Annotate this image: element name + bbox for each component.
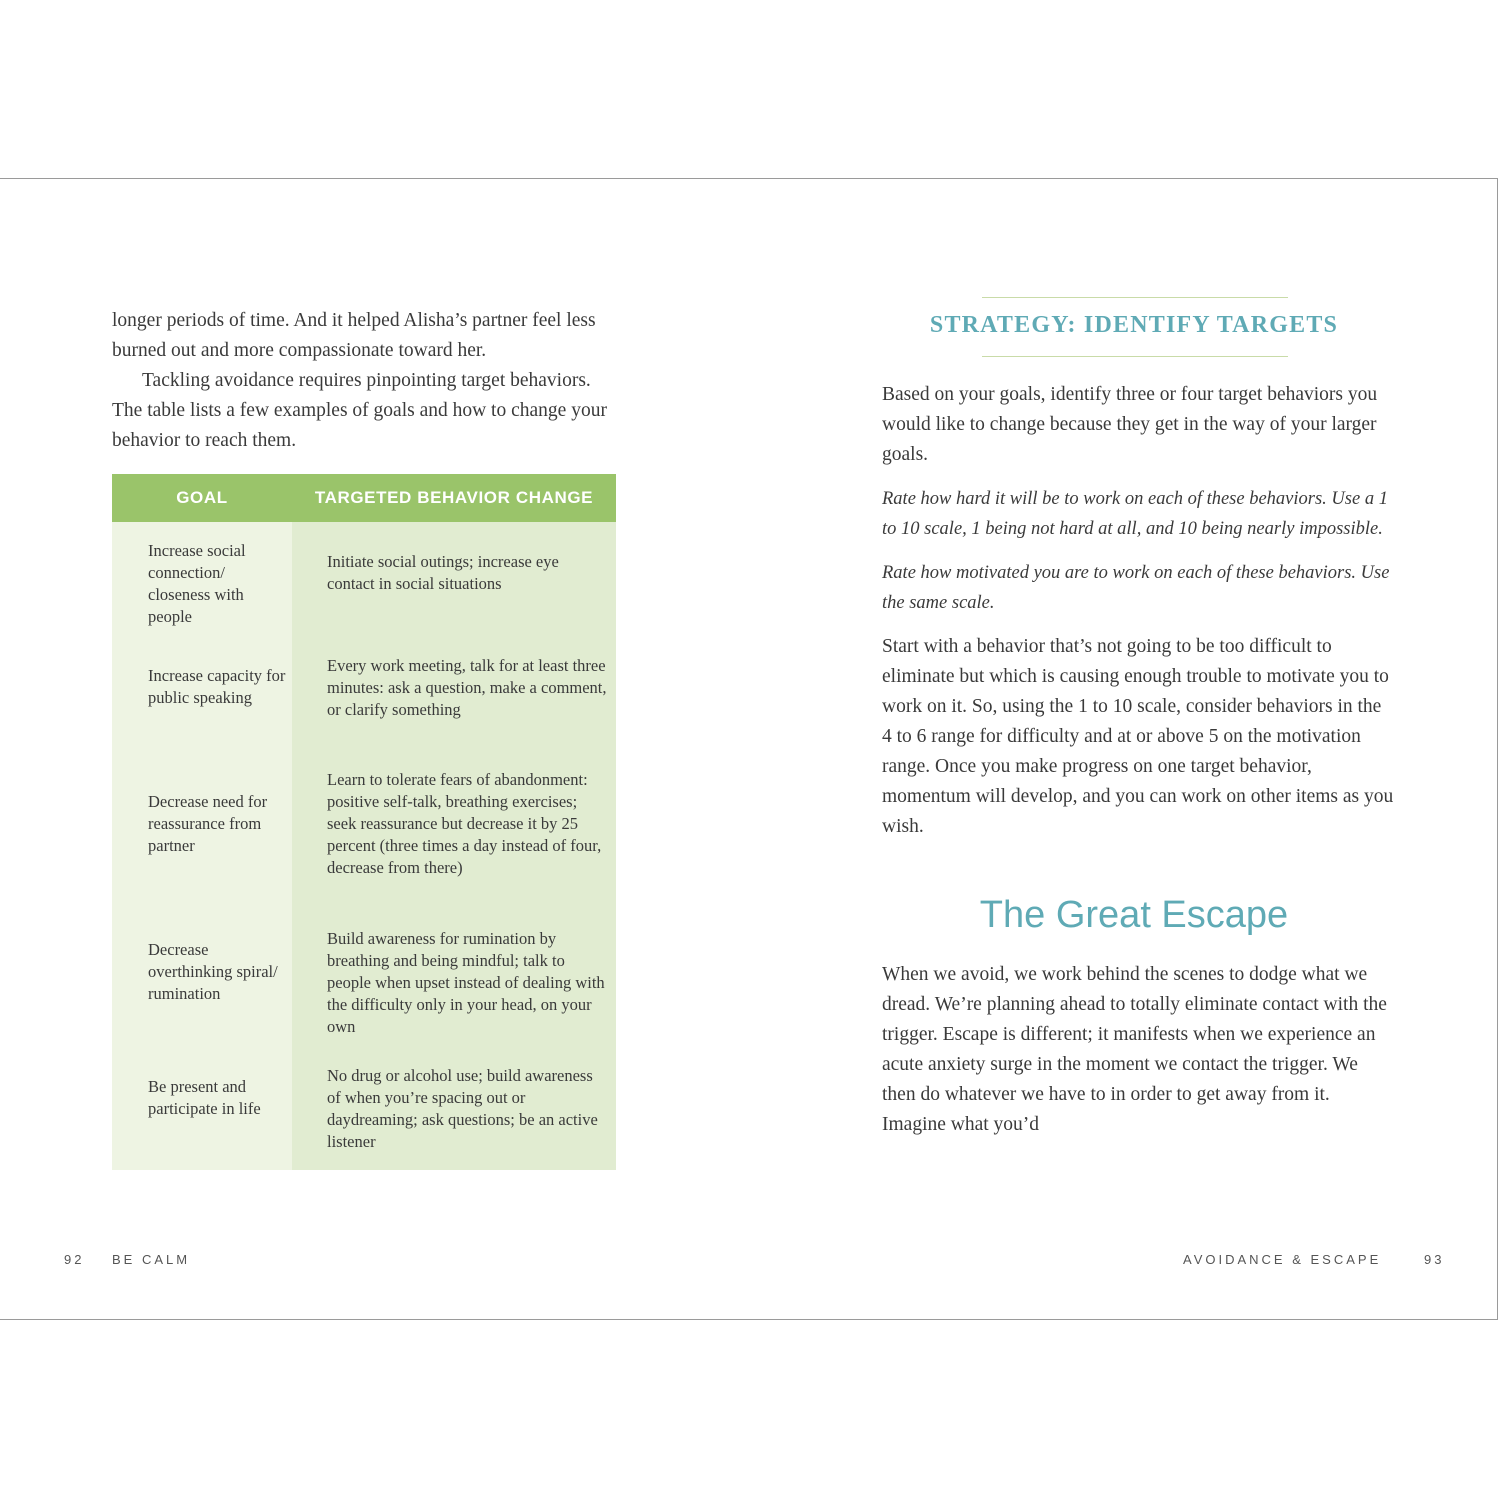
running-head-left: BE CALM [112, 1252, 191, 1267]
goal-cell: Decrease overthinking spiral/ rumination [148, 940, 278, 1003]
column-header-goal: GOAL [176, 488, 228, 507]
heading-rule-bottom [982, 356, 1288, 357]
section-heading: The Great Escape [979, 894, 1289, 936]
change-cell: Build awareness for rumination by breathing and being mindful; talk to people when upset instead of dealing with the difficulty only in your head, on your own [327, 929, 605, 1036]
italic-instruction: Rate how hard it will be to work on each of these behaviors. Use a 1 to 10 scale, 1 being not hard at all, and 10 being nearly impossible. [882, 489, 1388, 539]
left-page-text [112, 306, 622, 456]
goal-cell: Decrease need for reassurance from partner [148, 792, 268, 855]
intro-paragraph: Based on your goals, identify three or four target behaviors you would like to change because they get in the way of your larger goals. [882, 384, 1378, 465]
page-number-right: 93 [1424, 1252, 1445, 1267]
change-cell: Every work meeting, talk for at least three minutes: ask a question, make a comment, or clarify something [327, 656, 607, 719]
column-header-change: TARGETED BEHAVIOR CHANGE [314, 488, 594, 507]
change-cell: Learn to tolerate fears of abandonment: positive self-talk, breathing exercises; seek reassurance but decrease it by 25 percent (three times a day instead of four, decrease from there) [327, 770, 602, 877]
italic-instruction: Rate how motivated you are to work on each of these behaviors. Use the same scale. [882, 563, 1390, 613]
table-header [112, 474, 616, 522]
change-cell: No drug or alcohol use; build awareness of when you’re spacing out or daydreaming; ask questions; be an active listener [327, 1066, 598, 1151]
running-head-right: AVOIDANCE & ESCAPE [1183, 1252, 1382, 1267]
paragraph: Start with a behavior that’s not going to be too difficult to eliminate but which is causing enough trouble to motivate you to work on it. So, using the 1 to 10 scale, consider behaviors in the 4 to 6 range for difficulty and at or above 5 on the motivation range. Once you make progress on one target behavior, momentum will develop, and you can work on other items as you wish. [882, 636, 1394, 837]
goal-cell: Be present and participate in life [148, 1077, 261, 1118]
change-cell: Initiate social outings; increase eye contact in social situations [327, 552, 559, 593]
right-page-text-2 [882, 960, 1394, 1140]
right-page-text [882, 380, 1394, 842]
paragraph: longer periods of time. And it helped Alisha’s partner feel less burned out and more compassionate toward her. [112, 310, 596, 361]
page-number-left: 92 [64, 1252, 85, 1267]
paragraph: When we avoid, we work behind the scenes to dodge what we dread. We’re planning ahead to totally eliminate contact with the trigger. Escape is different; it manifests when we experience an acute anxiety surge in the moment we contact the trigger. We then do whatever we have to in order to get away from it. Imagine what you’d [882, 964, 1387, 1135]
goal-cell: Increase capacity for public speaking [148, 666, 286, 707]
strategy-heading: STRATEGY: IDENTIFY TARGETS [929, 312, 1339, 338]
goal-cell: Increase social connection/ closeness with people [148, 541, 246, 626]
heading-rule-top [982, 297, 1288, 298]
paragraph: Tackling avoidance requires pinpointing target behaviors. The table lists a few examples of goals and how to change your behavior to reach them. [112, 370, 607, 451]
